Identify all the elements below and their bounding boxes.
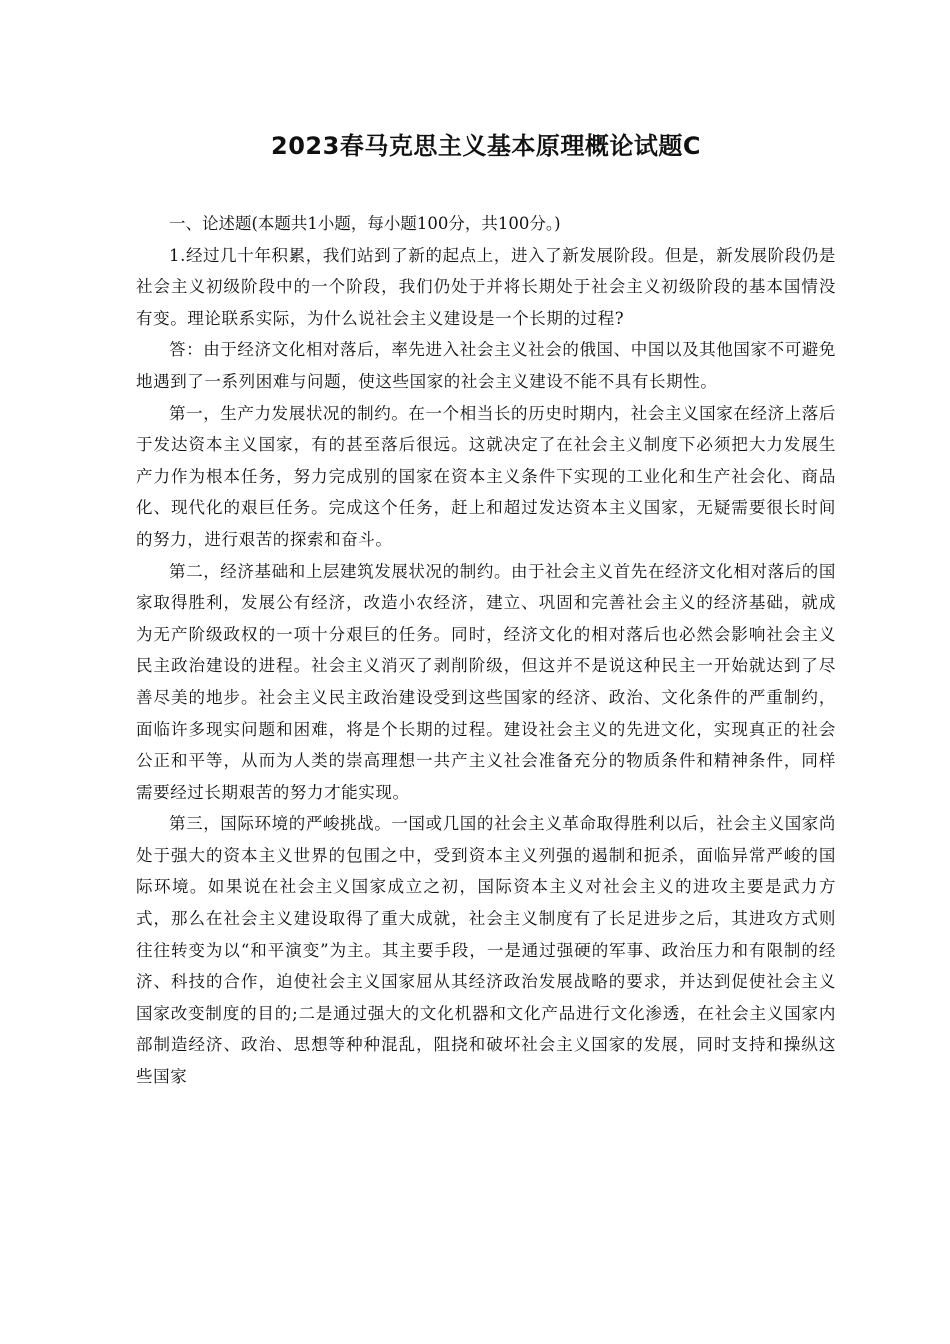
answer-point-3-paragraph: 第三，国际环境的严峻挑战。一国或几国的社会主义革命取得胜利以后，社会主义国家尚处于强大的资本主义世界的包围之中，受到资本主义列强的遏制和扼杀，面临异常严峻的国际环境。如果说在社会主义国家成立之初，国际资本主义对社会主义的进攻主要是武力方式，那么在社会主义建设取得了重大成就，社会主义制度有了长足进步之后，其进攻方式则往往转变为以“和平演变”为主。其主要手段，一是通过强硬的军事、政治压力和有限制的经济、科技的合作，迫使社会主义国家屈从其经济政治发展战略的要求，并达到促使社会主义国家改变制度的目的;二是通过强大的文化机器和文化产品进行文化渗透，在社会主义国家内部制造经济、政治、思想等种种混乱，阻挠和破坏社会主义国家的发展，同时支持和操纵这些国家 (136, 814, 836, 1087)
answer-intro-paragraph: 答：由于经济文化相对落后，率先进入社会主义社会的俄国、中国以及其他国家不可避免地遇到了一系列困难与问题，使这些国家的社会主义建设不能不具有长期性。 (136, 340, 836, 391)
document-page (136, 128, 836, 1093)
answer-point-1-paragraph: 第一，生产力发展状况的制约。在一个相当长的历史时期内，社会主义国家在经济上落后于发达资本主义国家，有的甚至落后很远。这就决定了在社会主义制度下必须把大力发展生产力作为根本任务，努力完成别的国家在资本主义条件下实现的工业化和生产社会化、商品化、现代化的艰巨任务。完成这个任务，赶上和超过发达资本主义国家，无疑需要很长时间的努力，进行艰苦的探索和奋斗。 (136, 403, 836, 549)
answer-point-2-paragraph: 第二，经济基础和上层建筑发展状况的制约。由于社会主义首先在经济文化相对落后的国家取得胜利，发展公有经济，改造小农经济，建立、巩固和完善社会主义的经济基础，就成为无产阶级政权的一项十分艰巨的任务。同时，经济文化的相对落后也必然会影响社会主义民主政治建设的进程。社会主义消灭了剥削阶级，但这并不是说这种民主一开始就达到了尽善尽美的地步。社会主义民主政治建设受到这些国家的经济、政治、文化条件的严重制约，面临许多现实问题和困难，将是个长期的过程。建设社会主义的先进文化，实现真正的社会公正和平等，从而为人类的崇高理想一共产主义社会准备充分的物质条件和精神条件，同样需要经过长期艰苦的努力才能实现。 (136, 561, 836, 802)
question-paragraph: 1.经过几十年积累，我们站到了新的起点上，进入了新发展阶段。但是，新发展阶段仍是社会主义初级阶段中的一个阶段，我们仍处于并将长期处于社会主义初级阶段的基本国情没有变。理论联系实际，为什么说社会主义建设是一个长期的过程? (136, 245, 836, 328)
document-title: 2023春马克思主义基本原理概论试题C (271, 132, 701, 160)
section-heading: 一、论述题(本题共1小题，每小题100分，共100分。) (169, 214, 561, 233)
